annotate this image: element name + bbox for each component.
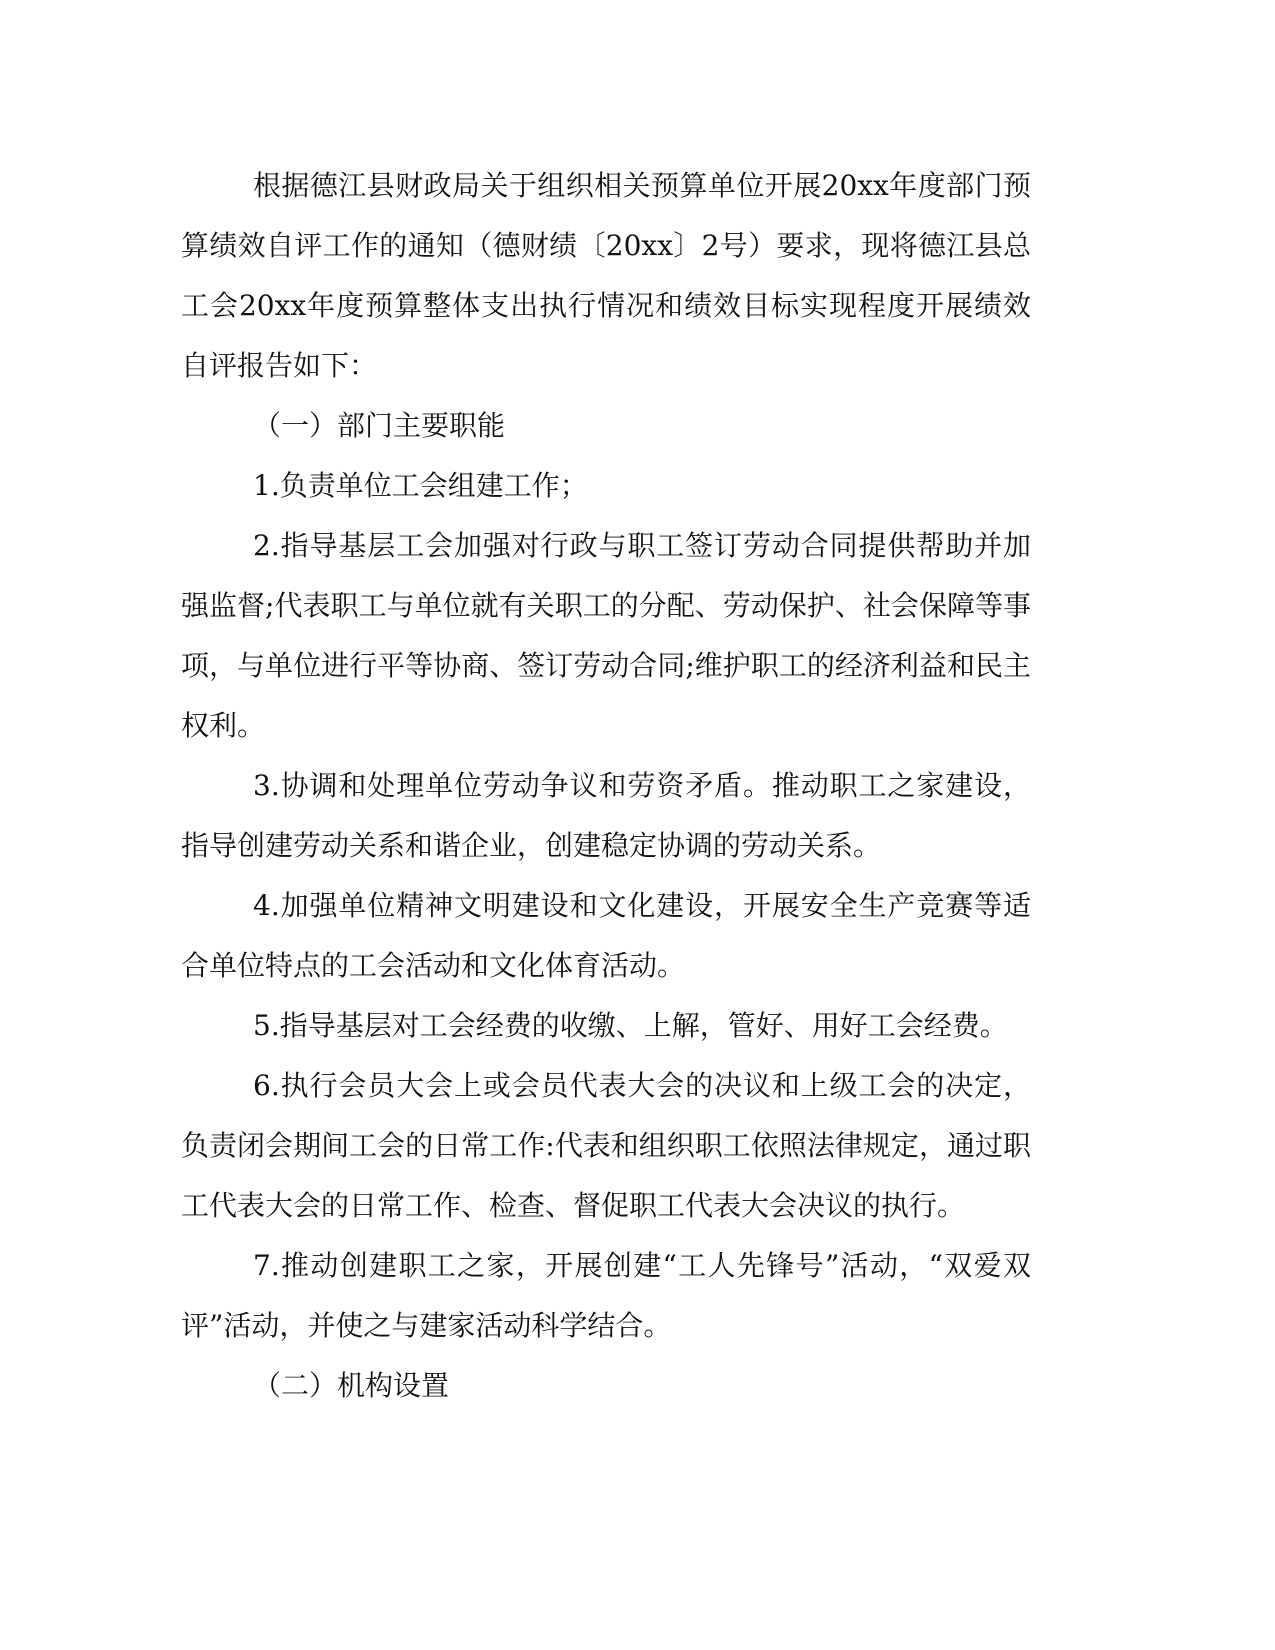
function-item-4: 4.加强单位精神文明建设和文化建设，开展安全生产竞赛等适合单位特点的工会活动和文化体育活动。: [181, 889, 1031, 982]
function-item-2: 2.指导基层工会加强对行政与职工签订劳动合同提供帮助并加强监督;代表职工与单位就有关职工的分配、劳动保护、社会保障等事项，与单位进行平等协商、签订劳动合同;维护职工的经济利益和民主权利。: [181, 529, 1031, 742]
function-item-6: 6.执行会员大会上或会员代表大会的决议和上级工会的决定，负责闭会期间工会的日常工作:代表和组织职工依照法律规定，通过职工代表大会的日常工作、检查、督促职工代表大会决议的执行。: [181, 1069, 1031, 1222]
section-heading-functions: （一）部门主要职能: [253, 409, 506, 442]
function-item-7: 7.推动创建职工之家，开展创建“工人先锋号”活动，“双爱双评”活动，并使之与建家活动科学结合。: [181, 1249, 1031, 1342]
document-body: [181, 156, 1031, 1416]
intro-paragraph: 根据德江县财政局关于组织相关预算单位开展20xx年度部门预算绩效自评工作的通知（德财绩〔20xx〕2号）要求，现将德江县总工会20xx年度预算整体支出执行情况和绩效目标实现程度开展绩效自评报告如下：: [181, 169, 1031, 382]
function-item-5: 5.指导基层对工会经费的收缴、上解，管好、用好工会经费。: [253, 1009, 1008, 1042]
function-item-3: 3.协调和处理单位劳动争议和劳资矛盾。推动职工之家建设，指导创建劳动关系和谐企业，创建稳定协调的劳动关系。: [181, 769, 1031, 862]
function-item-1: 1.负责单位工会组建工作；: [253, 469, 588, 502]
section-heading-organization: （二）机构设置: [253, 1369, 450, 1402]
